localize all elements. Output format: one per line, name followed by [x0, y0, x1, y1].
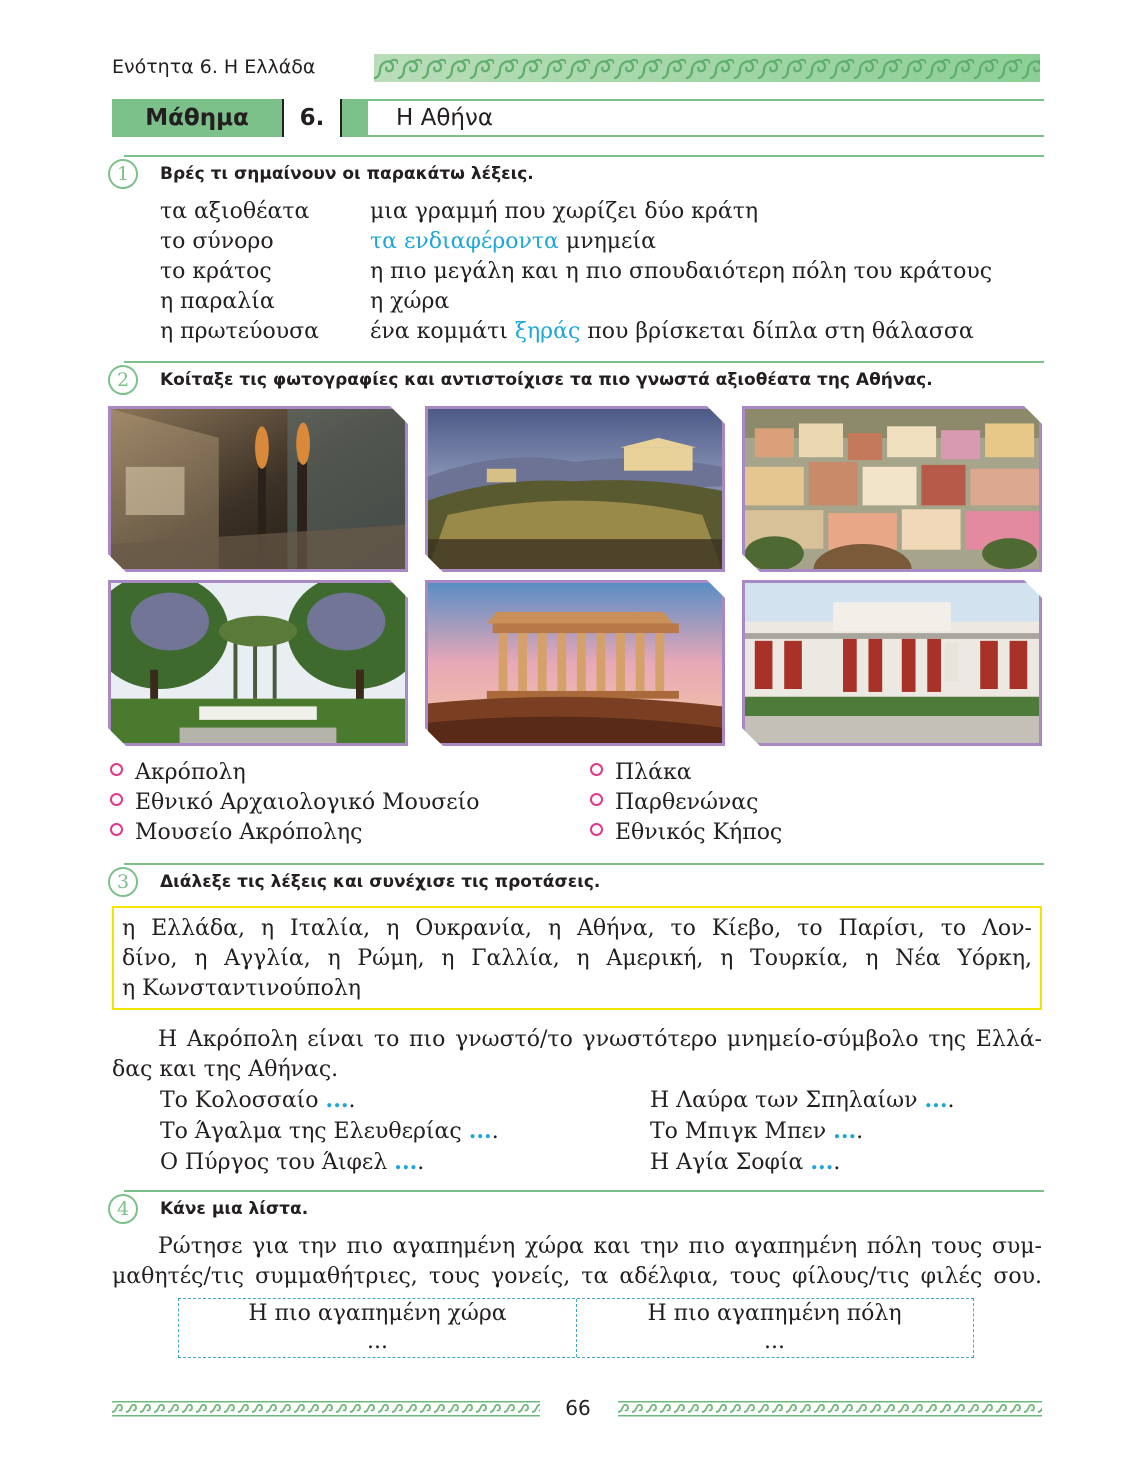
list-item: Το Μπιγκ Μπεν .... [650, 1118, 864, 1144]
unit-label: Ενότητα 6. Η Ελλάδα [112, 56, 316, 78]
vocab-definition: μια γραμμή που χωρίζει δύο κράτη [370, 199, 759, 224]
options-right [590, 758, 1030, 848]
list-item: Η Αγία Σοφία .... [650, 1149, 841, 1175]
vocab-word: η παραλία [160, 289, 275, 314]
list-item: Το Κολοσσαίο .... [160, 1087, 356, 1113]
list-item: Εθνικό Αρχαιολογικό Μουσείο [110, 788, 570, 818]
national-garden-photo [108, 580, 408, 746]
list-item: Εθνικός Κήπος [590, 818, 1030, 848]
exercise-instruction: Κοίταξε τις φωτογραφίες και αντιστοίχισε τα πιο γνωστά αξιοθέατα της Αθήνας. [160, 370, 933, 390]
word-box [112, 906, 1042, 1010]
vocab-word: η πρωτεύουσα [160, 319, 319, 344]
parthenon-sunset-photo [425, 580, 725, 746]
example-sentence: Η Ακρόπολη είναι το πιο γνωστό/το γνωστότερο μνημείο-σύμβολο της Ελλά- δας και της Αθήνας. [112, 1027, 1042, 1082]
table-cell: ... [367, 1329, 388, 1354]
exercise-number: 1 [108, 159, 138, 189]
vocab-definitions [370, 197, 1040, 347]
vocab-definition: η πιο μεγάλη και η πιο σπουδαιότερη πόλη του κράτους [370, 259, 993, 284]
sentences-right [650, 1085, 1040, 1178]
list-item: Το Άγαλμα της Ελευθερίας .... [160, 1118, 499, 1144]
vocab-word: τα αξιοθέατα [160, 199, 310, 224]
list-item: Ο Πύργος του Άιφελ .... [160, 1149, 425, 1175]
sentences-left [160, 1085, 620, 1178]
footer-ornament-left [112, 1400, 540, 1418]
exercise-4-header [108, 1190, 1044, 1224]
exercise-number: 2 [108, 365, 138, 395]
word-box-line: η Ελλάδα, η Ιταλία, η Ουκρανία, η Αθήνα, το Κίεβο, το Παρίσι, το Λον- [122, 916, 1032, 941]
exercise-1-header [108, 155, 1044, 189]
lesson-word: Μάθημα [112, 99, 282, 137]
options-left [110, 758, 570, 848]
plaka-houses-photo [742, 406, 1042, 572]
vocab-word: το σύνορο [160, 229, 274, 254]
vocab-definition: τα ενδιαφέροντα μνημεία [370, 229, 656, 254]
exercise-number: 4 [108, 1194, 138, 1224]
acropolis-night-photo [425, 406, 725, 572]
vocab-definition: η χώρα [370, 289, 450, 314]
exercise-number: 3 [108, 867, 138, 897]
exercise-instruction: Βρές τι σημαίνουν οι παρακάτω λέξεις. [160, 164, 534, 184]
bullet-icon [590, 763, 603, 776]
table-header: Η πιο αγαπημένη χώρα [248, 1301, 507, 1326]
vocab-definition: ένα κομμάτι ξηράς που βρίσκεται δίπλα στη θάλασσα [370, 319, 974, 344]
lesson-bar [112, 99, 1044, 137]
museum-interior-photo [108, 406, 408, 572]
list-item: Η Λαύρα των Σπηλαίων .... [650, 1087, 955, 1113]
table-cell: ... [764, 1329, 785, 1354]
table-header: Η πιο αγαπημένη πόλη [647, 1301, 902, 1326]
exercise-4-text: Ρώτησε για την πιο αγαπημένη χώρα και την πιο αγαπημένη πόλη τους συμ- μαθητές/τις συμμαθήτριες, τους γονείς, τα αδέλφια, τους φίλους/τις φιλές σου. [112, 1234, 1042, 1289]
exercise-3-header [108, 863, 1044, 897]
list-item: Παρθενώνας [590, 788, 1030, 818]
word-box-line: δίνο, η Αγγλία, η Ρώμη, η Γαλλία, η Αμερική, η Τουρκία, η Νέα Υόρκη, [122, 946, 1032, 971]
vocab-word: το κράτος [160, 259, 272, 284]
lesson-number: 6. [282, 99, 342, 137]
list-item: Πλάκα [590, 758, 1030, 788]
archaeological-museum-photo [742, 580, 1042, 746]
lesson-title: Η Αθήνα [396, 105, 493, 131]
bullet-icon [110, 823, 123, 836]
exercise-instruction: Κάνε μια λίστα. [160, 1199, 309, 1219]
word-box-line: η Κωνσταντινούπολη [122, 976, 361, 1001]
footer-ornament-right [618, 1400, 1042, 1418]
favorites-table [178, 1298, 974, 1358]
bullet-icon [110, 793, 123, 806]
list-item: Ακρόπολη [110, 758, 570, 788]
exercise-instruction: Διάλεξε τις λέξεις και συνέχισε τις προτάσεις. [160, 872, 601, 892]
greek-wave-ornament [374, 54, 1040, 82]
bullet-icon [110, 763, 123, 776]
vocab-words [160, 197, 360, 347]
bullet-icon [590, 793, 603, 806]
exercise-2-header [108, 361, 1044, 395]
bullet-icon [590, 823, 603, 836]
list-item: Μουσείο Ακρόπολης [110, 818, 570, 848]
page-number: 66 [565, 1396, 591, 1420]
